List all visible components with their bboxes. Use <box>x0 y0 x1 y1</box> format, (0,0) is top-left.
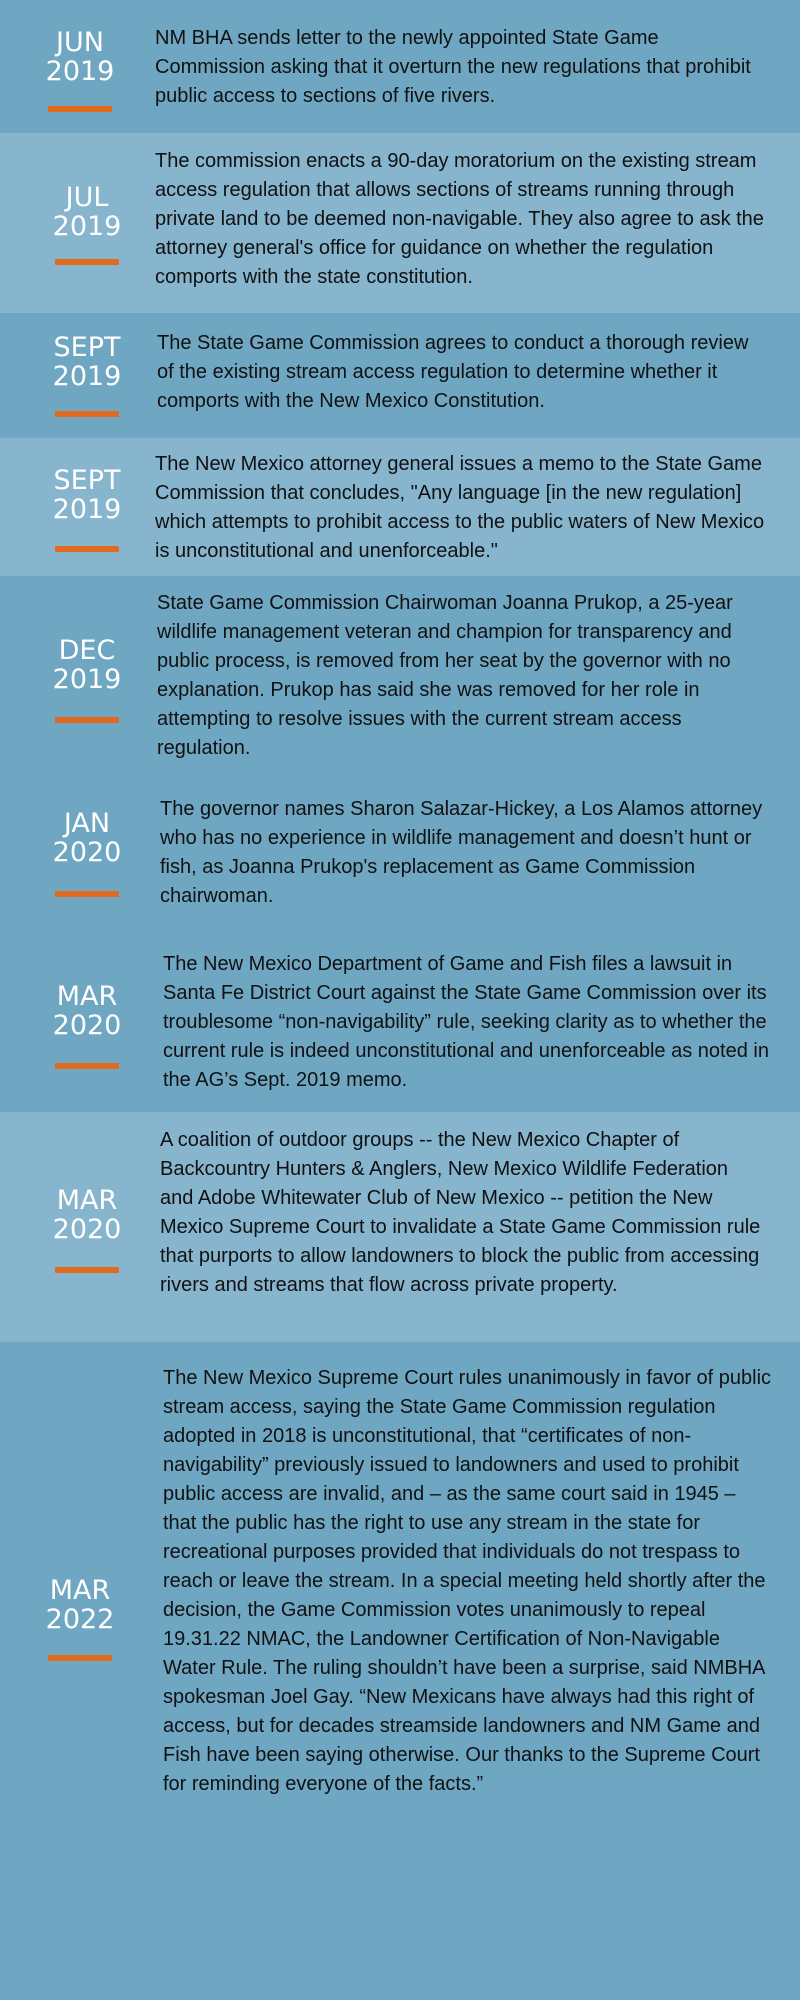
timeline-event <box>0 1112 800 1342</box>
timeline-event <box>0 1342 800 2000</box>
event-year: 2019 <box>45 56 115 87</box>
event-year: 2022 <box>45 1604 115 1635</box>
event-month: SEPT <box>53 465 121 496</box>
event-year: 2019 <box>52 361 122 392</box>
event-date <box>27 466 147 524</box>
event-date <box>27 982 147 1040</box>
date-underline <box>48 106 112 112</box>
timeline-event <box>0 930 800 1112</box>
event-date <box>27 1186 147 1244</box>
timeline-event <box>0 0 800 133</box>
timeline-event <box>0 776 800 930</box>
event-month: JUN <box>56 27 104 58</box>
event-date <box>27 183 147 241</box>
date-underline <box>55 411 119 417</box>
timeline-event <box>0 313 800 438</box>
event-month: DEC <box>58 635 116 666</box>
event-description: The commission enacts a 90-day moratorium on the existing stream access regulation that allows sections of streams running through private land to be deemed non-navigable. They also agree to ask the attorney general's office for guidance on whether the regulation comports with the state constitution. <box>155 150 764 288</box>
event-date <box>20 1576 140 1634</box>
event-month: MAR <box>56 981 118 1012</box>
date-underline <box>55 259 119 265</box>
event-month: JAN <box>63 808 111 839</box>
event-date <box>27 809 147 867</box>
event-description: State Game Commission Chairwoman Joanna Prukop, a 25-year wildlife management veteran and champion for transparency and public process, is removed from her seat by the governor with no explanation. Prukop has said she was removed for her role in attempting to resolve issues with the current stream access regulation. <box>157 592 733 759</box>
event-description: The State Game Commission agrees to conduct a thorough review of the existing stream access regulation to determine whether it comports with the New Mexico Constitution. <box>157 332 749 412</box>
event-description: A coalition of outdoor groups -- the New Mexico Chapter of Backcountry Hunters & Anglers, New Mexico Wildlife Federation and Adobe Whitewater Club of New Mexico -- petition the New Mexico Supreme Court to invalidate a State Game Commission rule that purports to allow landowners to block the public from accessing rivers and streams that flow across private property. <box>160 1129 761 1296</box>
timeline-event <box>0 438 800 576</box>
event-description: The New Mexico attorney general issues a memo to the State Game Commission that concludes, "Any language [in the new regulation] which attempts to prohibit access to the public waters of New Mexico is unconstitutional and unenforceable." <box>155 453 765 562</box>
event-description: NM BHA sends letter to the newly appointed State Game Commission asking that it overturn the new regulations that prohibit public access to sections of five rivers. <box>155 27 751 107</box>
event-year: 2020 <box>52 1214 122 1245</box>
event-month: MAR <box>49 1575 111 1606</box>
timeline-event <box>0 576 800 776</box>
event-year: 2019 <box>52 664 122 695</box>
date-underline <box>55 717 119 723</box>
event-year: 2019 <box>52 211 122 242</box>
date-underline <box>55 546 119 552</box>
event-description: The New Mexico Supreme Court rules unanimously in favor of public stream access, saying the State Game Commission regulation adopted in 2018 is unconstitutional, that “certificates of non-navigability” previously issued to landowners and used to prohibit public access are invalid, and – as the same court said in 1945 – that the public has the right to use any stream in the state for recreational purposes provided that individuals do not trespass to reach or leave the stream. In a special meeting held shortly after the decision, the Game Commission votes unanimously to repeal 19.31.22 NMAC, the Landowner Certification of Non-Navigable Water Rule. The ruling shouldn’t have been a surprise, said NMBHA spokesman Joel Gay. “New Mexicans have always had this right of access, but for decades streamside landowners and NM Game and Fish have been saying otherwise. Our thanks to the Supreme Court for reminding everyone of the facts.” <box>163 1367 772 1795</box>
date-underline <box>48 1655 112 1661</box>
event-date <box>20 28 140 86</box>
timeline-event <box>0 133 800 313</box>
event-year: 2019 <box>52 494 122 525</box>
event-month: JUL <box>65 182 109 213</box>
event-month: SEPT <box>53 332 121 363</box>
event-year: 2020 <box>52 837 122 868</box>
event-date <box>27 333 147 391</box>
event-description: The New Mexico Department of Game and Fish files a lawsuit in Santa Fe District Court against the State Game Commission over its troublesome “non-navigability” rule, seeking clarity as to whether the current rule is indeed unconstitutional and unenforceable as noted in the AG’s Sept. 2019 memo. <box>163 953 769 1091</box>
date-underline <box>55 891 119 897</box>
event-year: 2020 <box>52 1010 122 1041</box>
event-month: MAR <box>56 1185 118 1216</box>
event-date <box>27 636 147 694</box>
date-underline <box>55 1267 119 1273</box>
date-underline <box>55 1063 119 1069</box>
event-description: The governor names Sharon Salazar-Hickey, a Los Alamos attorney who has no experience in wildlife management and doesn’t hunt or fish, as Joanna Prukop's replacement as Game Commission chairwoman. <box>160 798 763 907</box>
